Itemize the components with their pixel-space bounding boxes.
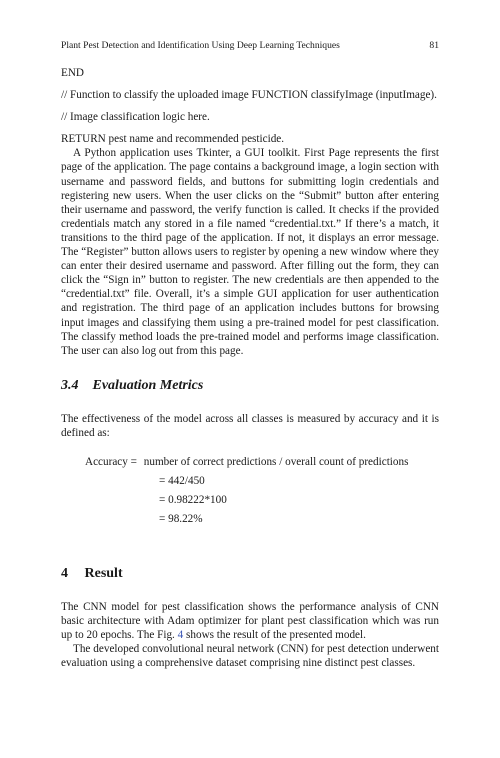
pseudocode-end: END: [61, 67, 84, 79]
equation-line-4: = 98.22%: [159, 513, 203, 525]
metrics-intro-paragraph: [61, 412, 439, 440]
result-paragraph-2: The developed convolutional neural network (CNN) for pest detection underwent evaluation using a comprehensive dataset comprising nine distinct pest classes.: [61, 643, 439, 670]
equation-line-3: = 0.98222*100: [159, 494, 227, 506]
equation-line-2: = 442/450: [159, 475, 205, 487]
section-number: 4: [61, 566, 68, 581]
result-text-block: [61, 600, 439, 670]
running-head-title: Plant Pest Detection and Identification Using Deep Learning Techniques: [61, 40, 340, 51]
pseudocode-return: RETURN pest name and recommended pesticide.: [61, 133, 285, 146]
section-number: 3.4: [61, 378, 79, 393]
page-number: 81: [429, 40, 439, 51]
equation-definition: number of correct predictions / overall count of predictions: [143, 456, 409, 468]
pseudocode-logic-comment: // Image classification logic here.: [61, 111, 210, 124]
pseudocode-block: [61, 66, 439, 358]
result-paragraph-1-text: The CNN model for pest classification shows the performance analysis of CNN basic architecture with Adam optimizer for plant pest classification which was run up to 20 epochs. The Fig.: [61, 601, 439, 642]
result-paragraph-1-text-end: shows the result of the presented model.: [186, 629, 366, 642]
figure-4-link[interactable]: 4: [177, 629, 184, 642]
section-heading-result: [61, 566, 123, 582]
metrics-intro-text: The effectiveness of the model across all classes is measured by accuracy and it is defined as:: [61, 413, 439, 440]
pseudocode-classify-comment: // Function to classify the uploaded image FUNCTION classifyImage (inputImage).: [61, 89, 437, 102]
section-title: Result: [84, 566, 123, 581]
section-heading-evaluation-metrics: [61, 378, 203, 394]
equation-line-1: [85, 455, 408, 469]
result-paragraph-1: [61, 600, 439, 642]
running-head: [61, 40, 439, 52]
app-description-paragraph: A Python application uses Tkinter, a GUI toolkit. First Page represents the first page of the application. The page contains a background image, a login section with username and password fields, and buttons for submitting login credentials and registering new users. When the user clicks on the “Submit” button after entering their username and password, the verify function is called. It checks if the provided credentials match any stored in a file named “credential.txt.” If there’s a match, it transitions to the third page of the application. If not, it displays an error message. The “Register” button allows users to register by opening a new window where they can enter their desired username and password. After filling out the form, they can click the “Sign in” button to register. The new credentials are then appended to the “credential.txt” file. Overall, it’s a simple GUI application for user authentication and registration. The third page of an application includes buttons for browsing input images and classifying them using a pre-trained model for pest classification. The classify method loads the pre-trained model and performs image classification. The user can also log out from this page.: [61, 147, 439, 357]
section-title: Evaluation Metrics: [92, 378, 204, 393]
equation-lhs: Accuracy =: [85, 456, 137, 468]
